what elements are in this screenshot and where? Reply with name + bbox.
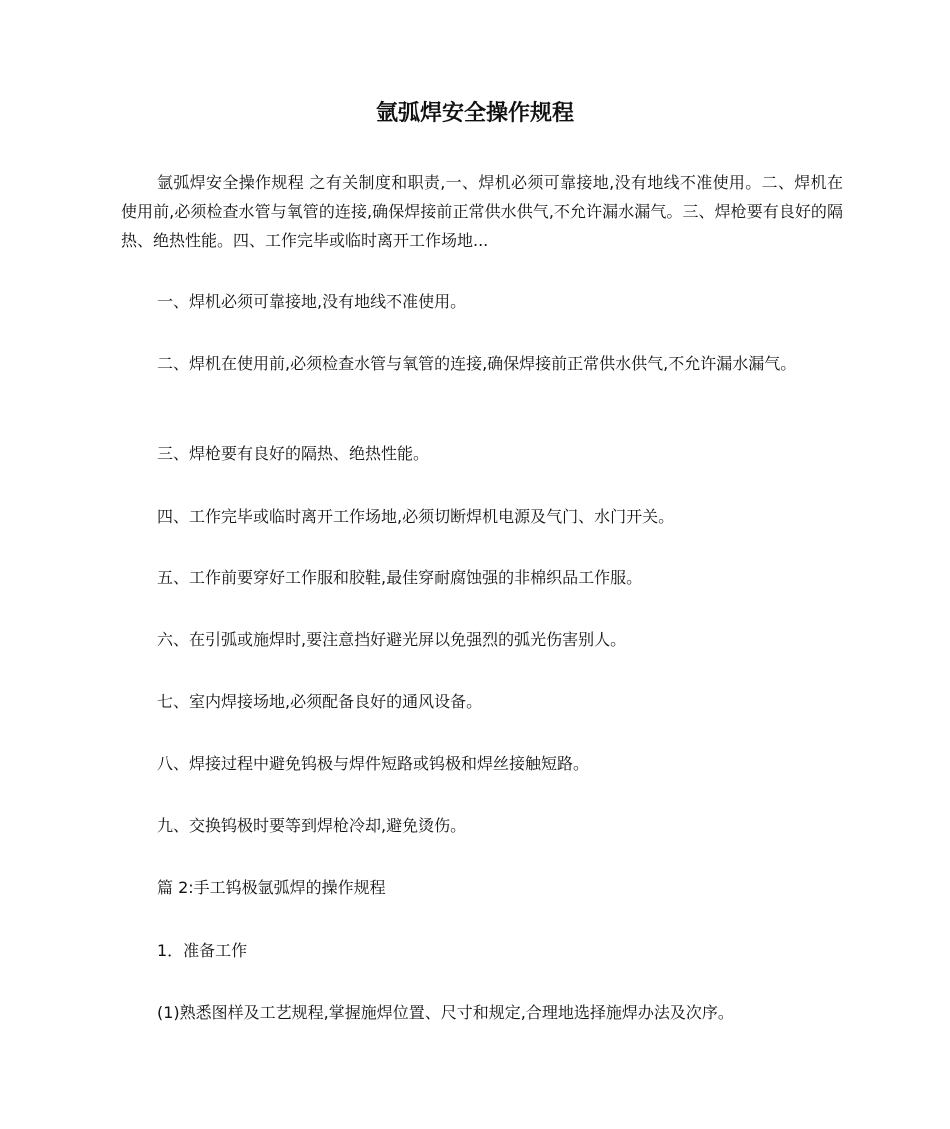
paragraph-7: 七、室内焊接场地,必须配备良好的通风设备。 [157, 692, 483, 711]
paragraph-6: 六、在引弧或施焊时,要注意挡好避光屏以免强烈的弧光伤害别人。 [157, 630, 627, 649]
paragraph-5: 五、工作前要穿好工作服和胶鞋,最佳穿耐腐蚀强的非棉织品工作服。 [157, 568, 643, 587]
document-title: 氩弧焊安全操作规程 [375, 101, 574, 126]
paragraph-prep-1: (1)熟悉图样及工艺规程,掌握施焊位置、尺寸和规定,合理地选择施焊办法及次序。 [157, 1003, 734, 1022]
intro-paragraph: 氩弧焊安全操作规程 之有关制度和职责,一、焊机必须可靠接地,没有地线不准使用。二、焊机在使用前,必须检查水管与氧管的连接,确保焊接前正常供水供气,不允许漏水漏气。三、焊枪要有良好的隔热、绝热性能。四、工作完毕或临时离开工作场地... [121, 173, 843, 250]
paragraph-1: 一、焊机必须可靠接地,没有地线不准使用。 [157, 292, 467, 311]
paragraph-9: 九、交换钨极时要等到焊枪冷却,避免烫伤。 [157, 816, 467, 835]
paragraph-2: 二、焊机在使用前,必须检查水管与氧管的连接,确保焊接前正常供水供气,不允许漏水漏气。 [157, 354, 797, 373]
subsection-heading: 1．准备工作 [157, 941, 248, 960]
section-heading-2: 篇 2:手工钨极氩弧焊的操作规程 [157, 878, 386, 897]
paragraph-3: 三、焊枪要有良好的隔热、绝热性能。 [157, 444, 430, 463]
paragraph-4: 四、工作完毕或临时离开工作场地,必须切断焊机电源及气门、水门开关。 [157, 507, 675, 526]
paragraph-8: 八、焊接过程中避免钨极与焊件短路或钨极和焊丝接触短路。 [157, 754, 590, 773]
